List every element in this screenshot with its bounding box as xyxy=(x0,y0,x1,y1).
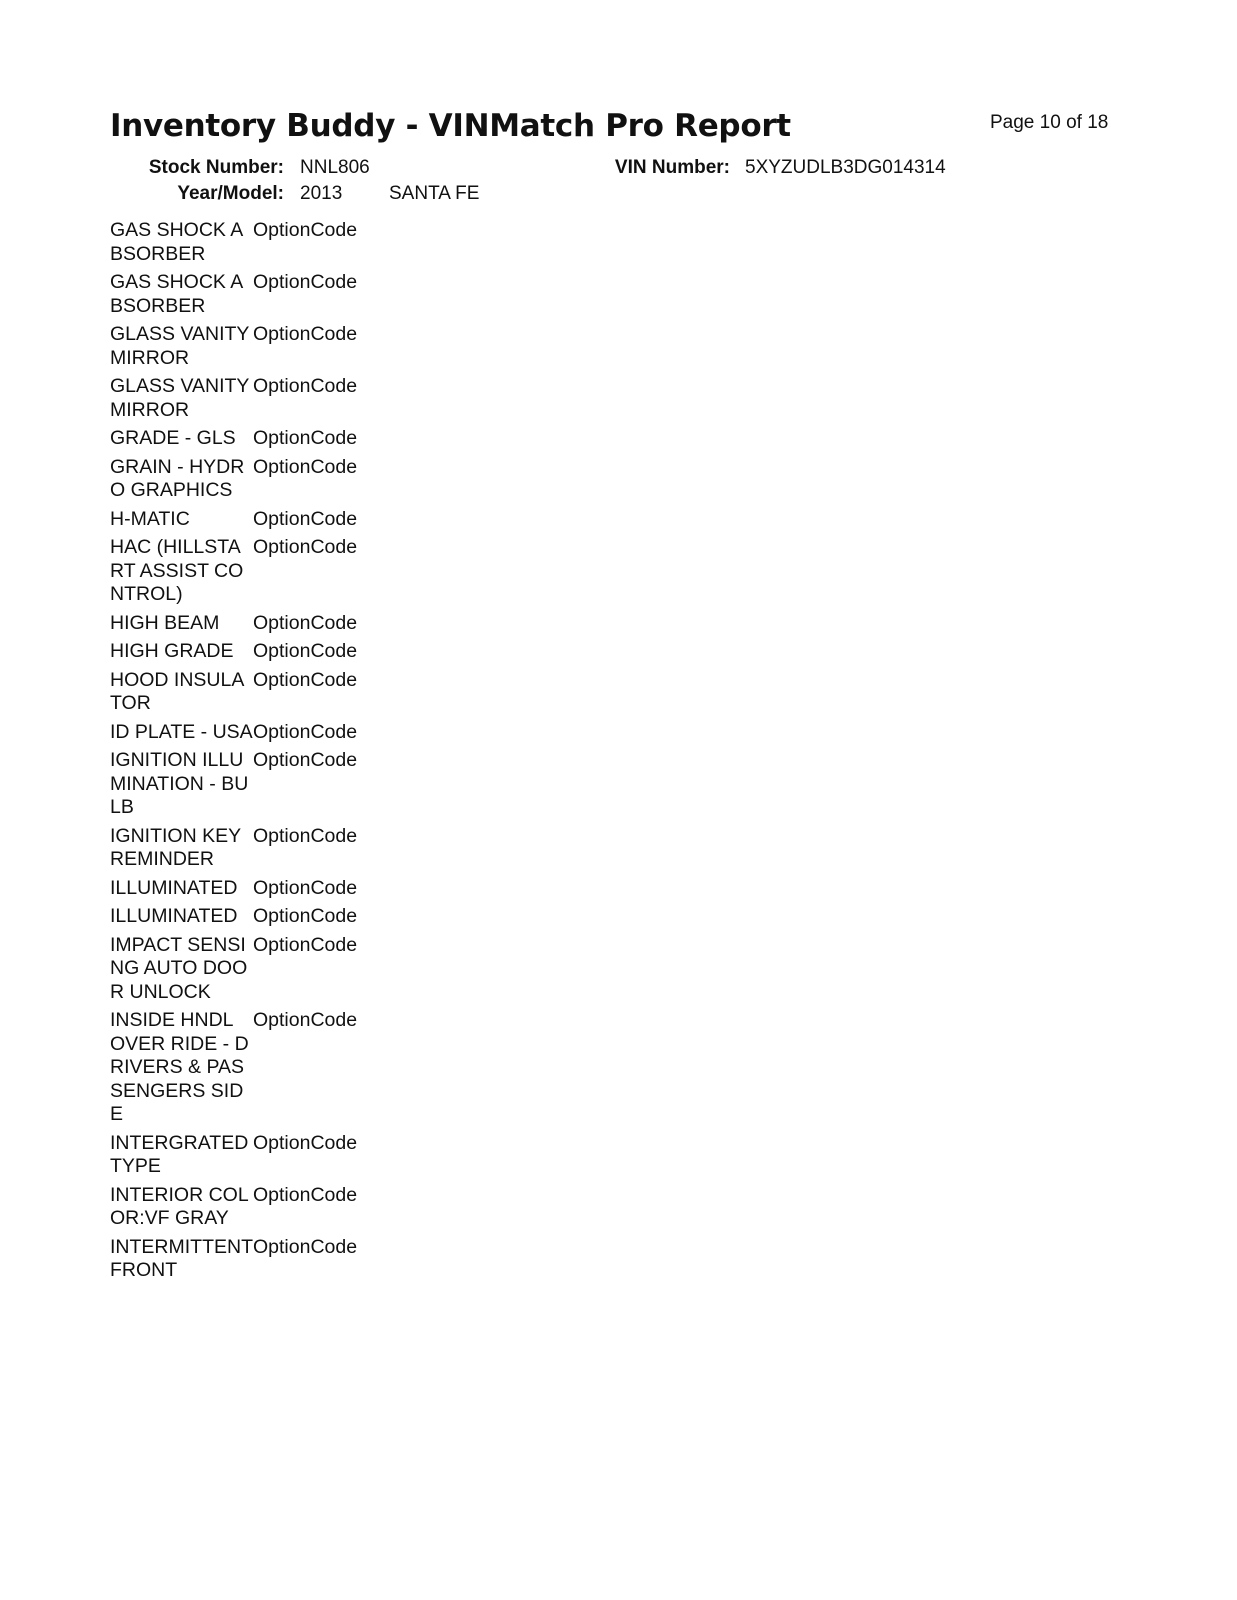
option-name: HIGH GRADE xyxy=(110,640,234,662)
option-code: OptionCode xyxy=(253,640,358,662)
option-name: GAS SHOCK ABSORBER xyxy=(110,219,244,265)
option-row xyxy=(110,825,510,872)
option-row xyxy=(110,1132,510,1179)
option-name: IGNITION ILLUMINATION - BULB xyxy=(110,749,249,818)
option-code: OptionCode xyxy=(253,507,358,530)
option-code: OptionCode xyxy=(253,271,358,293)
option-code: OptionCode xyxy=(253,375,358,397)
year-model-label: Year/Model: xyxy=(177,183,284,204)
option-row xyxy=(110,640,510,664)
option-code: OptionCode xyxy=(253,536,358,558)
options-list xyxy=(110,219,510,1288)
option-code: OptionCode xyxy=(253,824,358,847)
option-name: HIGH BEAM xyxy=(110,611,220,634)
option-code: OptionCode xyxy=(253,1131,358,1154)
option-code: OptionCode xyxy=(253,749,358,771)
option-row xyxy=(110,375,510,422)
option-name: INTERGRATED TYPE xyxy=(110,1131,249,1177)
option-row xyxy=(110,323,510,370)
option-name: HAC (HILLSTART ASSIST CONTROL) xyxy=(110,536,244,605)
option-name: ID PLATE - USA xyxy=(110,720,253,743)
stock-number-value: NNL806 xyxy=(300,157,370,178)
option-name: IMPACT SENSING AUTO DOOR UNLOCK xyxy=(110,933,248,1003)
option-name: ILLUMINATED xyxy=(110,905,238,927)
option-name: INSIDE HNDL OVER RIDE - DRIVERS & PASSENGERS SIDE xyxy=(110,1009,249,1125)
option-row xyxy=(110,905,510,929)
stock-number-label: Stock Number: xyxy=(148,157,284,178)
option-row xyxy=(110,508,510,532)
option-name: INTERMITTENT FRONT xyxy=(110,1235,253,1281)
option-row xyxy=(110,219,510,266)
option-row xyxy=(110,934,510,1005)
model-value: SANTA FE xyxy=(389,183,480,204)
option-row xyxy=(110,721,510,745)
option-code: OptionCode xyxy=(253,611,358,634)
option-code: OptionCode xyxy=(253,876,358,899)
option-name: IGNITION KEY REMINDER xyxy=(110,824,241,870)
option-code: OptionCode xyxy=(253,323,358,345)
report-title: Inventory Buddy - VINMatch Pro Report xyxy=(110,108,791,144)
year-value: 2013 xyxy=(300,183,343,204)
option-code: OptionCode xyxy=(253,933,358,956)
option-row xyxy=(110,536,510,607)
option-code: OptionCode xyxy=(253,1235,358,1258)
option-row xyxy=(110,669,510,716)
option-name: INTERIOR COLOR:VF GRAY xyxy=(110,1183,249,1229)
option-code: OptionCode xyxy=(253,1009,358,1031)
option-code: OptionCode xyxy=(253,219,358,241)
option-name: ILLUMINATED xyxy=(110,876,238,899)
option-code: OptionCode xyxy=(253,455,358,478)
page-number: Page 10 of 18 xyxy=(990,112,1109,133)
option-name: GRAIN - HYDRO GRAPHICS xyxy=(110,455,245,501)
option-row xyxy=(110,456,510,503)
vin-number-value: 5XYZUDLB3DG014314 xyxy=(745,157,946,178)
option-code: OptionCode xyxy=(253,668,358,691)
option-row xyxy=(110,1236,510,1283)
option-row xyxy=(110,877,510,901)
option-name: H-MATIC xyxy=(110,507,190,530)
option-code: OptionCode xyxy=(253,905,358,927)
option-row xyxy=(110,1184,510,1231)
option-name: GAS SHOCK ABSORBER xyxy=(110,271,244,317)
vin-number-label: VIN Number: xyxy=(614,157,730,178)
option-name: GLASS VANITY MIRROR xyxy=(110,375,250,421)
option-row xyxy=(110,749,510,820)
option-code: OptionCode xyxy=(253,427,358,449)
option-row xyxy=(110,612,510,636)
option-code: OptionCode xyxy=(253,720,358,743)
option-name: HOOD INSULATOR xyxy=(110,668,245,714)
option-name: GRADE - GLS xyxy=(110,427,236,449)
option-row xyxy=(110,427,510,451)
option-code: OptionCode xyxy=(253,1183,358,1206)
option-row xyxy=(110,271,510,318)
option-name: GLASS VANITY MIRROR xyxy=(110,323,250,369)
option-row xyxy=(110,1009,510,1127)
